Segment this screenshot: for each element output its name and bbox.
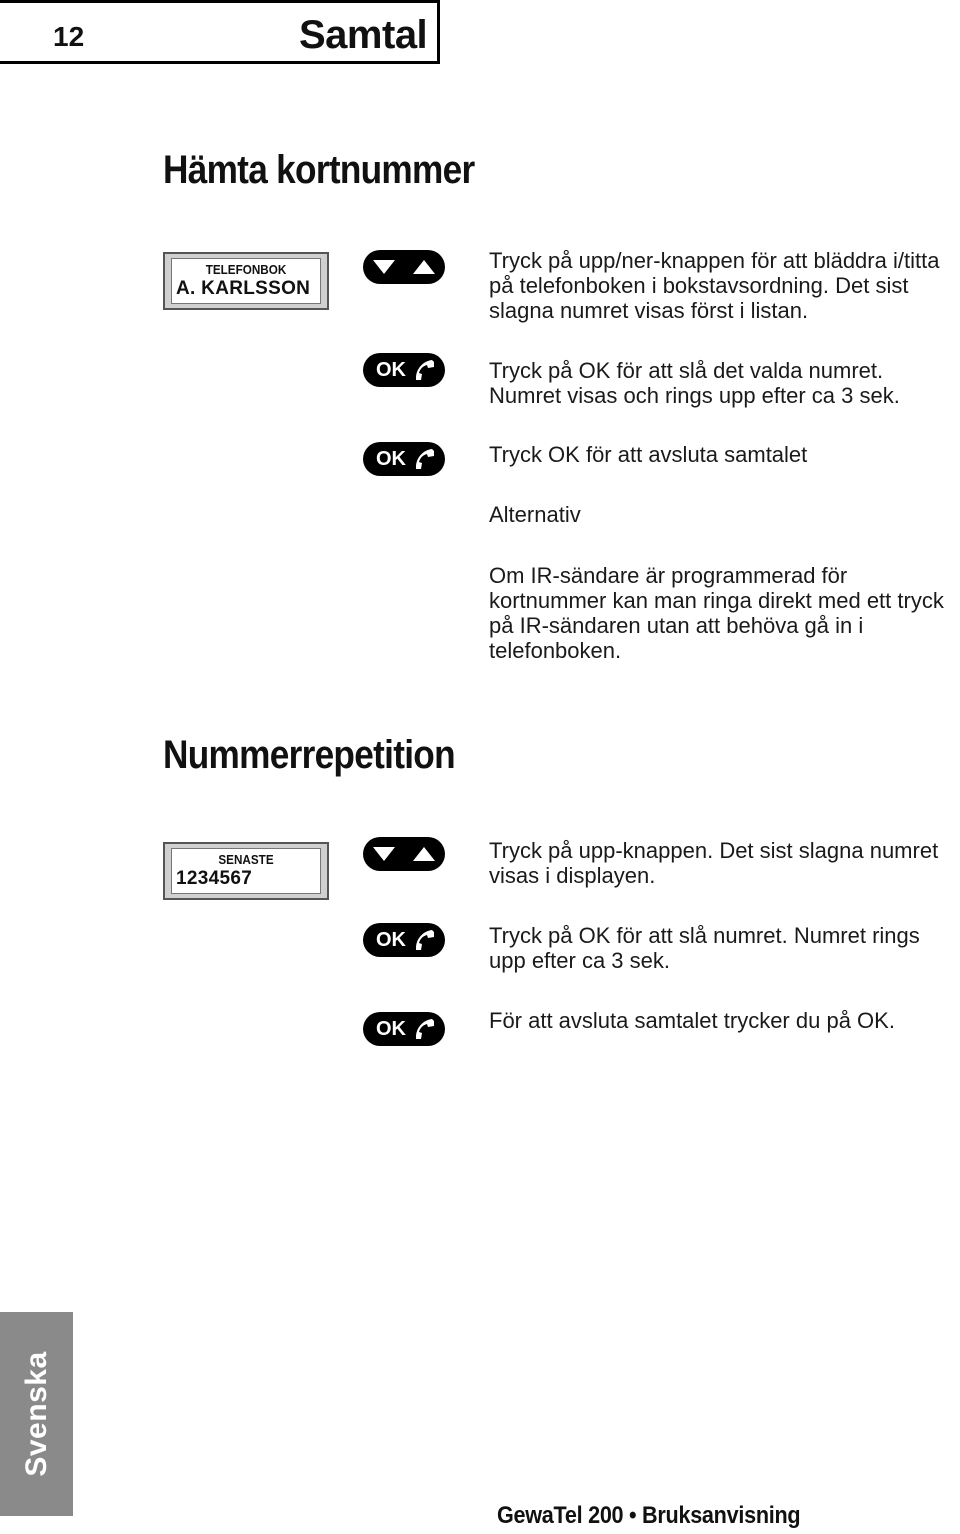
phonebook-display (163, 252, 329, 310)
handset-icon (413, 359, 437, 381)
display-value: A. KARLSSON (176, 278, 311, 299)
ok-end-call-button[interactable] (363, 1012, 445, 1046)
last-number-display (163, 842, 329, 900)
arrow-down-icon (373, 847, 395, 861)
step-text: För att avsluta samtalet trycker du på OK. (489, 1008, 895, 1033)
alternative-heading: Alternativ (489, 502, 581, 527)
arrow-up-icon (413, 847, 435, 861)
ok-label: OK (376, 448, 406, 470)
alternative-text: Om IR-sändare är programmerad för kortnummer kan man ringa direkt med ett tryck på IR-sändaren utan att behöva gå in i telefonboken. (489, 563, 944, 663)
handset-icon (413, 929, 437, 951)
ok-end-call-button[interactable] (363, 442, 445, 476)
up-down-button[interactable] (363, 837, 445, 871)
language-tab-label: Svenska (19, 1351, 53, 1477)
page-number: 12 (53, 21, 85, 52)
arrow-up-icon (413, 260, 435, 274)
header-title: Samtal (299, 13, 428, 57)
up-down-button[interactable] (363, 250, 445, 284)
display-value: 1234567 (176, 868, 253, 889)
step-text: Tryck på upp/ner-knappen för att bläddra i/titta på telefonboken i bokstavsordning. Det sist slagna numret visas först i listan. (489, 248, 940, 323)
footer-text: GewaTel 200 • Bruksanvisning (497, 1502, 801, 1529)
section-title-hamta-kortnummer: Hämta kortnummer (163, 148, 475, 192)
ok-label: OK (376, 1018, 406, 1040)
display-label: TELEFONBOK (205, 262, 287, 277)
handset-icon (413, 1018, 437, 1040)
ok-call-button[interactable] (363, 923, 445, 957)
step-text: Tryck på OK för att slå det valda numret. Numret visas och rings upp efter ca 3 sek. (489, 358, 900, 408)
handset-icon (413, 448, 437, 470)
step-text: Tryck OK för att avsluta samtalet (489, 442, 808, 467)
arrow-down-icon (373, 260, 395, 274)
page-header (0, 0, 440, 64)
language-tab (0, 1312, 73, 1516)
section-title-nummerrepetition: Nummerrepetition (163, 733, 455, 777)
ok-label: OK (376, 929, 406, 951)
display-label: SENASTE (218, 852, 274, 867)
ok-label: OK (376, 359, 406, 381)
step-text: Tryck på upp-knappen. Det sist slagna numret visas i displayen. (489, 838, 939, 888)
step-text: Tryck på OK för att slå numret. Numret rings upp efter ca 3 sek. (489, 923, 920, 973)
ok-call-button[interactable] (363, 353, 445, 387)
